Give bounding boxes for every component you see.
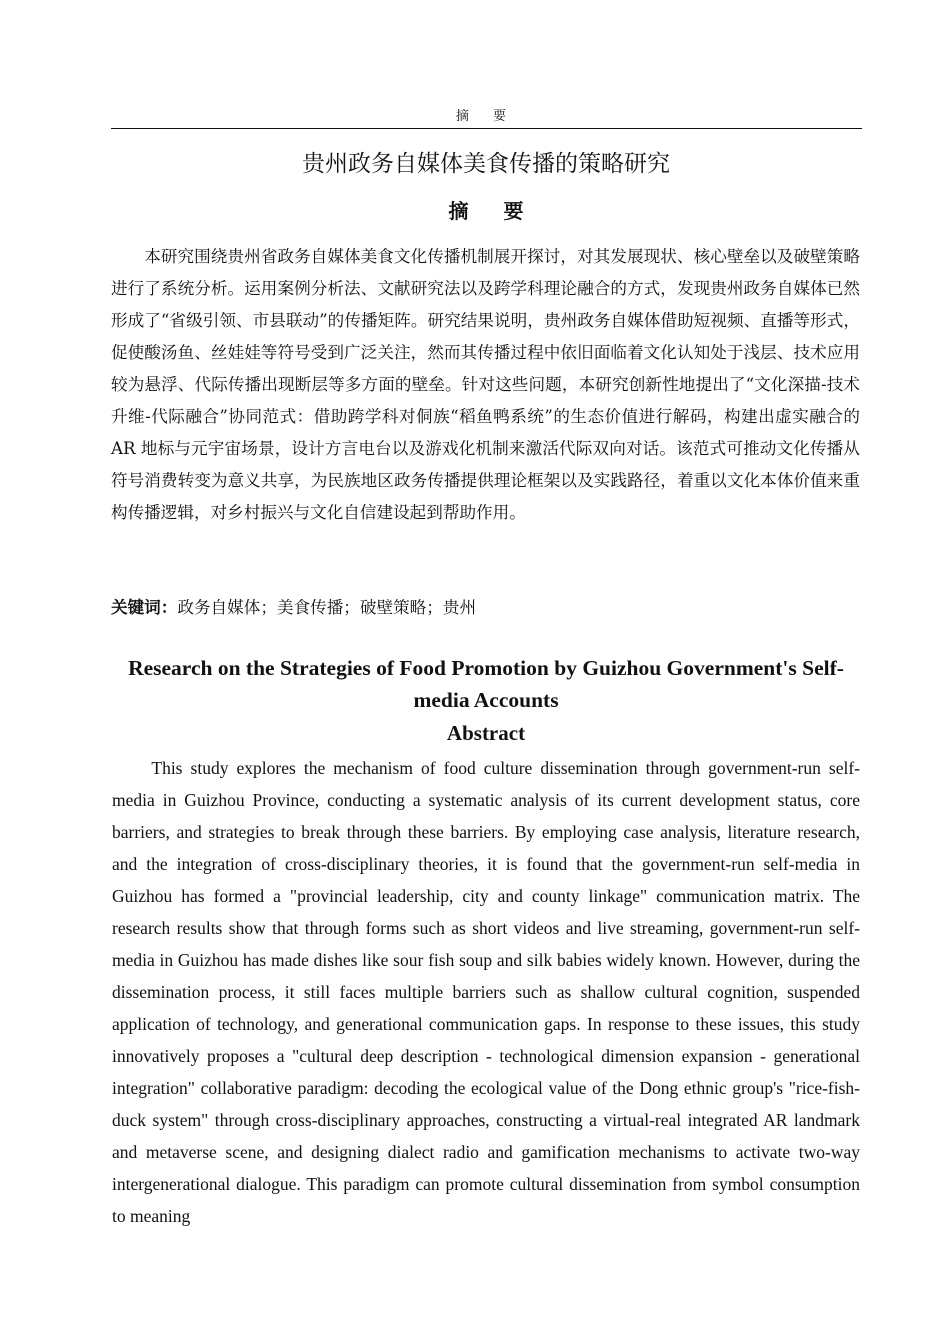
chinese-title: 贵州政务自媒体美食传播的策略研究 xyxy=(302,151,670,177)
keywords-label: 关键词： xyxy=(111,597,178,617)
english-abstract-body: This study explores the mechanism of food culture dissemination through government-run self-media in Guizhou Province, conducting a systematic analysis of its current development status, core barriers, and strategies to break through these barriers. By employing case analysis, literature research, and the integration of cross-disciplinary theories, it is found that the government-run self-media in Guizhou has formed a "provincial leadership, city and county linkage" communication matrix. The research results show that through forms such as short videos and live streaming, government-run self-media in Guizhou has made dishes like sour fish soup and silk babies widely known. However, during the dissemination process, it still faces multiple barriers such as shallow cultural cognition, suspended application of technology, and generational communication gaps. In response to these issues, this study innovatively proposes a "cultural deep description - technological dimension expansion - generational integration" collaborative paradigm: decoding the ecological value of the Dong ethnic group's "rice-fish-duck system" through cross-disciplinary approaches, constructing a virtual-real integrated AR landmark and metaverse scene, and designing dialect radio and gamification mechanisms to activate two-way intergenerational dialogue. This paradigm can promote cultural dissemination from symbol consumption to meaning xyxy=(112,758,860,1226)
keywords-text: 政务自媒体；美食传播；破壁策略；贵州 xyxy=(177,598,477,617)
chinese-abstract-heading: 摘 要 xyxy=(448,199,538,223)
chinese-abstract-body: 本研究围绕贵州省政务自媒体美食文化传播机制展开探讨，对其发展现状、核心壁垒以及破壁策略进行了系统分析。运用案例分析法、文献研究法以及跨学科理论融合的方式，发现贵州政务自媒体已然形成了“省级引领、市县联动”的传播矩阵。研究结果说明，贵州政务自媒体借助短视频、直播等形式，促使酸汤鱼、丝娃娃等符号受到广泛关注，然而其传播过程中依旧面临着文化认知处于浅层、技术应用较为悬浮、代际传播出现断层等多方面的壁垒。针对这些问题，本研究创新性地提出了“文化深描-技术升维-代际融合”协同范式：借助跨学科对侗族“稻鱼鸭系统”的生态价值进行解码，构建出虚实融合的 AR 地标与元宇宙场景，设计方言电台以及游戏化机制来激活代际双向对话。该范式可推动文化传播从符号消费转变为意义共享，为民族地区政务传播提供理论框架以及实践路径，着重以文化本体价值来重构传播逻辑，对乡村振兴与文化自信建设起到帮助作用。 xyxy=(111,247,860,522)
chinese-keywords xyxy=(111,591,861,624)
english-abstract-heading: Abstract xyxy=(446,721,526,745)
english-title: Research on the Strategies of Food Promotion by Guizhou Government's Self-media Accounts xyxy=(128,656,844,712)
header-divider xyxy=(111,128,862,129)
running-header: 摘 要 xyxy=(455,109,517,124)
